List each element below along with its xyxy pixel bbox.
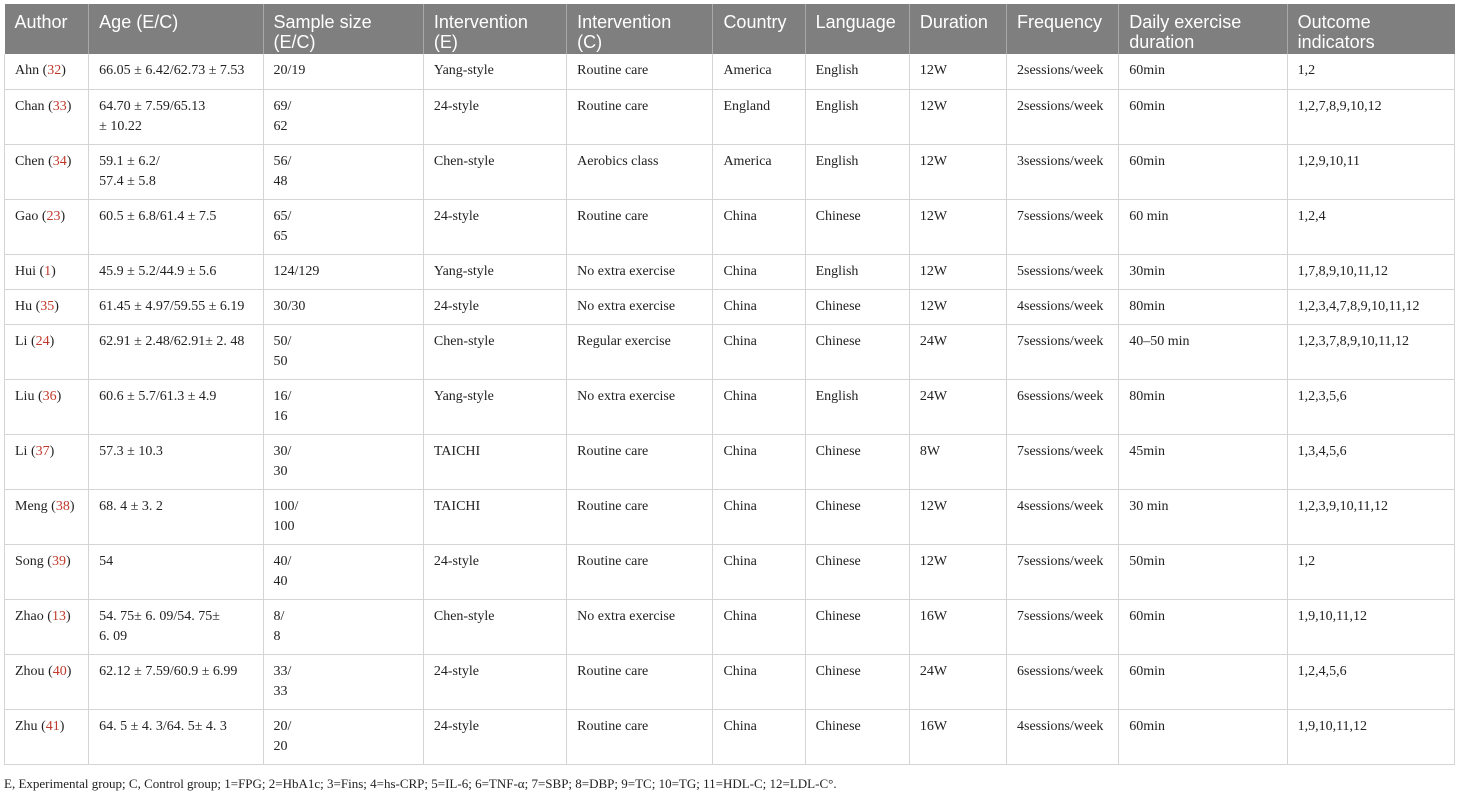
cell-frequency: 4sessions/week: [1007, 289, 1119, 324]
cell-author: Meng (38): [5, 489, 89, 544]
header-sample-size: Sample size (E/C): [263, 4, 423, 54]
cell-intervention-c: Routine care: [567, 199, 713, 254]
cell-sample-size: 30/30: [263, 289, 423, 324]
table-row: [5, 709, 1455, 764]
cell-intervention-e: TAICHI: [423, 489, 566, 544]
author-name: Gao: [15, 208, 39, 224]
cell-daily-duration: 60min: [1119, 144, 1287, 199]
header-outcome-indicators: Outcome indicators: [1287, 4, 1454, 54]
cell-sample-size: 20/ 20: [263, 709, 423, 764]
cell-frequency: 4sessions/week: [1007, 709, 1119, 764]
cell-country: America: [713, 54, 805, 89]
cell-language: Chinese: [805, 434, 909, 489]
cell-sample-size: 56/ 48: [263, 144, 423, 199]
cell-age: 68. 4 ± 3. 2: [89, 489, 263, 544]
cell-intervention-c: Routine care: [567, 54, 713, 89]
author-name: Li: [15, 333, 28, 349]
author-name: Song: [15, 553, 44, 569]
reference-link[interactable]: 37: [35, 443, 50, 459]
cell-age: 54. 75± 6. 09/54. 75± 6. 09: [89, 599, 263, 654]
cell-frequency: 7sessions/week: [1007, 599, 1119, 654]
cell-author: Liu (36): [5, 379, 89, 434]
cell-sample-size: 69/ 62: [263, 89, 423, 144]
cell-duration: 8W: [909, 434, 1006, 489]
cell-intervention-e: 24-style: [423, 544, 566, 599]
cell-frequency: 6sessions/week: [1007, 379, 1119, 434]
author-name: Ahn: [15, 63, 40, 78]
cell-country: America: [713, 144, 805, 199]
cell-frequency: 5sessions/week: [1007, 254, 1119, 289]
cell-outcome-indicators: 1,3,4,5,6: [1287, 434, 1454, 489]
cell-age: 64.70 ± 7.59/65.13 ± 10.22: [89, 89, 263, 144]
cell-country: England: [713, 89, 805, 144]
cell-country: China: [713, 289, 805, 324]
reference-link[interactable]: 1: [44, 263, 52, 279]
cell-duration: 12W: [909, 199, 1006, 254]
cell-daily-duration: 30 min: [1119, 489, 1287, 544]
cell-country: China: [713, 544, 805, 599]
cell-duration: 12W: [909, 544, 1006, 599]
cell-intervention-c: No extra exercise: [567, 379, 713, 434]
cell-daily-duration: 60min: [1119, 709, 1287, 764]
cell-intervention-e: Chen-style: [423, 599, 566, 654]
cell-frequency: 2sessions/week: [1007, 54, 1119, 89]
cell-intervention-c: Routine care: [567, 544, 713, 599]
cell-daily-duration: 60min: [1119, 599, 1287, 654]
header-daily-duration: Daily exercise duration: [1119, 4, 1287, 54]
cell-outcome-indicators: 1,2,4,5,6: [1287, 654, 1454, 709]
cell-intervention-e: 24-style: [423, 199, 566, 254]
cell-duration: 24W: [909, 324, 1006, 379]
reference-link[interactable]: 13: [51, 608, 66, 624]
reference-link[interactable]: 36: [42, 388, 57, 404]
cell-daily-duration: 60 min: [1119, 199, 1287, 254]
header-row: [5, 4, 1455, 54]
cell-outcome-indicators: 1,7,8,9,10,11,12: [1287, 254, 1454, 289]
reference-link[interactable]: 32: [47, 63, 62, 78]
cell-outcome-indicators: 1,2,3,9,10,11,12: [1287, 489, 1454, 544]
table-row: [5, 289, 1455, 324]
cell-duration: 24W: [909, 379, 1006, 434]
cell-language: Chinese: [805, 654, 909, 709]
cell-intervention-c: Aerobics class: [567, 144, 713, 199]
cell-author: Song (39): [5, 544, 89, 599]
table-row: [5, 654, 1455, 709]
cell-sample-size: 33/ 33: [263, 654, 423, 709]
cell-daily-duration: 40–50 min: [1119, 324, 1287, 379]
cell-age: 61.45 ± 4.97/59.55 ± 6.19: [89, 289, 263, 324]
author-name: Liu: [15, 388, 35, 404]
cell-intervention-e: Chen-style: [423, 324, 566, 379]
cell-age: 45.9 ± 5.2/44.9 ± 5.6: [89, 254, 263, 289]
cell-daily-duration: 80min: [1119, 379, 1287, 434]
cell-language: English: [805, 89, 909, 144]
table-row: [5, 254, 1455, 289]
study-characteristics-table-container: [4, 4, 1456, 765]
cell-frequency: 2sessions/week: [1007, 89, 1119, 144]
table-row: [5, 54, 1455, 89]
reference-link[interactable]: 41: [45, 718, 60, 734]
cell-outcome-indicators: 1,9,10,11,12: [1287, 709, 1454, 764]
cell-country: China: [713, 379, 805, 434]
cell-age: 59.1 ± 6.2/ 57.4 ± 5.8: [89, 144, 263, 199]
author-name: Li: [15, 443, 28, 459]
cell-age: 57.3 ± 10.3: [89, 434, 263, 489]
cell-outcome-indicators: 1,2,3,4,7,8,9,10,11,12: [1287, 289, 1454, 324]
cell-author: Li (24): [5, 324, 89, 379]
reference-link[interactable]: 23: [46, 208, 61, 224]
reference-link[interactable]: 33: [52, 98, 67, 114]
author-name: Chan: [15, 98, 45, 114]
cell-duration: 12W: [909, 489, 1006, 544]
cell-daily-duration: 80min: [1119, 289, 1287, 324]
cell-intervention-c: Routine care: [567, 89, 713, 144]
header-frequency: Frequency: [1007, 4, 1119, 54]
cell-country: China: [713, 654, 805, 709]
cell-sample-size: 50/ 50: [263, 324, 423, 379]
cell-language: English: [805, 379, 909, 434]
table-footnote: E, Experimental group; C, Control group; 1=FPG; 2=HbA1c; 3=Fins; 4=hs-CRP; 5=IL-6; 6=TNF-α; 7=SBP; 8=DBP; 9=TC; 10=TG; 11=HDL-C; 12=LDL-C°.: [4, 776, 837, 791]
cell-country: China: [713, 324, 805, 379]
cell-language: Chinese: [805, 489, 909, 544]
cell-intervention-e: Yang-style: [423, 379, 566, 434]
cell-author: Chan (33): [5, 89, 89, 144]
cell-intervention-e: Yang-style: [423, 254, 566, 289]
cell-sample-size: 8/ 8: [263, 599, 423, 654]
cell-language: English: [805, 254, 909, 289]
table-row: [5, 544, 1455, 599]
author-name: Meng: [15, 498, 48, 514]
cell-intervention-e: 24-style: [423, 709, 566, 764]
header-intervention-c: Intervention (C): [567, 4, 713, 54]
cell-outcome-indicators: 1,9,10,11,12: [1287, 599, 1454, 654]
table-row: [5, 434, 1455, 489]
table-row: [5, 489, 1455, 544]
cell-daily-duration: 45min: [1119, 434, 1287, 489]
study-characteristics-table: [4, 4, 1455, 765]
cell-sample-size: 30/ 30: [263, 434, 423, 489]
cell-frequency: 7sessions/week: [1007, 544, 1119, 599]
cell-age: 54: [89, 544, 263, 599]
cell-author: Gao (23): [5, 199, 89, 254]
reference-link[interactable]: 24: [35, 333, 50, 349]
cell-age: 60.6 ± 5.7/61.3 ± 4.9: [89, 379, 263, 434]
cell-country: China: [713, 199, 805, 254]
cell-intervention-c: Routine care: [567, 709, 713, 764]
header-country: Country: [713, 4, 805, 54]
cell-frequency: 7sessions/week: [1007, 199, 1119, 254]
cell-author: Zhao (13): [5, 599, 89, 654]
reference-link[interactable]: 39: [51, 553, 66, 569]
cell-country: China: [713, 434, 805, 489]
cell-sample-size: 40/ 40: [263, 544, 423, 599]
reference-link[interactable]: 35: [40, 298, 55, 314]
cell-country: China: [713, 599, 805, 654]
cell-intervention-e: 24-style: [423, 89, 566, 144]
cell-country: China: [713, 489, 805, 544]
cell-intervention-c: Regular exercise: [567, 324, 713, 379]
cell-intervention-c: No extra exercise: [567, 289, 713, 324]
cell-intervention-c: Routine care: [567, 489, 713, 544]
cell-frequency: 3sessions/week: [1007, 144, 1119, 199]
cell-country: China: [713, 709, 805, 764]
cell-sample-size: 65/ 65: [263, 199, 423, 254]
cell-outcome-indicators: 1,2,4: [1287, 199, 1454, 254]
table-row: [5, 144, 1455, 199]
cell-outcome-indicators: 1,2: [1287, 54, 1454, 89]
cell-language: Chinese: [805, 709, 909, 764]
cell-frequency: 6sessions/week: [1007, 654, 1119, 709]
cell-age: 66.05 ± 6.42/62.73 ± 7.53: [89, 54, 263, 89]
header-language: Language: [805, 4, 909, 54]
cell-intervention-c: No extra exercise: [567, 599, 713, 654]
cell-author: Hui (1): [5, 254, 89, 289]
cell-country: China: [713, 254, 805, 289]
cell-language: Chinese: [805, 544, 909, 599]
cell-intervention-c: Routine care: [567, 654, 713, 709]
cell-duration: 16W: [909, 599, 1006, 654]
reference-link[interactable]: 38: [55, 498, 70, 514]
table-row: [5, 599, 1455, 654]
cell-intervention-e: TAICHI: [423, 434, 566, 489]
cell-author: Zhu (41): [5, 709, 89, 764]
cell-duration: 16W: [909, 709, 1006, 764]
cell-duration: 24W: [909, 654, 1006, 709]
author-name: Zhao: [15, 608, 44, 624]
header-age: Age (E/C): [89, 4, 263, 54]
cell-daily-duration: 60min: [1119, 654, 1287, 709]
cell-frequency: 4sessions/week: [1007, 489, 1119, 544]
cell-daily-duration: 50min: [1119, 544, 1287, 599]
cell-intervention-e: Chen-style: [423, 144, 566, 199]
cell-frequency: 7sessions/week: [1007, 434, 1119, 489]
cell-age: 62.12 ± 7.59/60.9 ± 6.99: [89, 654, 263, 709]
cell-author: Zhou (40): [5, 654, 89, 709]
cell-outcome-indicators: 1,2,3,7,8,9,10,11,12: [1287, 324, 1454, 379]
header-author: Author: [5, 4, 89, 54]
cell-age: 62.91 ± 2.48/62.91± 2. 48: [89, 324, 263, 379]
cell-daily-duration: 60min: [1119, 54, 1287, 89]
table-row: [5, 379, 1455, 434]
author-name: Hu: [15, 298, 33, 314]
cell-outcome-indicators: 1,2: [1287, 544, 1454, 599]
table-row: [5, 89, 1455, 144]
cell-daily-duration: 60min: [1119, 89, 1287, 144]
table-row: [5, 199, 1455, 254]
author-name: Zhou: [15, 663, 45, 679]
author-name: Chen: [15, 153, 45, 169]
cell-outcome-indicators: 1,2,9,10,11: [1287, 144, 1454, 199]
cell-age: 64. 5 ± 4. 3/64. 5± 4. 3: [89, 709, 263, 764]
cell-author: Chen (34): [5, 144, 89, 199]
cell-outcome-indicators: 1,2,7,8,9,10,12: [1287, 89, 1454, 144]
cell-duration: 12W: [909, 54, 1006, 89]
cell-language: English: [805, 54, 909, 89]
reference-link[interactable]: 34: [52, 153, 67, 169]
reference-link[interactable]: 40: [52, 663, 67, 679]
cell-duration: 12W: [909, 254, 1006, 289]
cell-sample-size: 20/19: [263, 54, 423, 89]
cell-outcome-indicators: 1,2,3,5,6: [1287, 379, 1454, 434]
cell-language: Chinese: [805, 599, 909, 654]
cell-language: English: [805, 144, 909, 199]
cell-author: Li (37): [5, 434, 89, 489]
cell-frequency: 7sessions/week: [1007, 324, 1119, 379]
cell-language: Chinese: [805, 324, 909, 379]
cell-duration: 12W: [909, 89, 1006, 144]
cell-language: Chinese: [805, 289, 909, 324]
cell-intervention-c: Routine care: [567, 434, 713, 489]
cell-intervention-c: No extra exercise: [567, 254, 713, 289]
cell-author: Ahn (32): [5, 54, 89, 89]
author-name: Hui: [15, 263, 36, 279]
header-duration: Duration: [909, 4, 1006, 54]
cell-language: Chinese: [805, 199, 909, 254]
cell-intervention-e: 24-style: [423, 289, 566, 324]
cell-intervention-e: 24-style: [423, 654, 566, 709]
cell-intervention-e: Yang-style: [423, 54, 566, 89]
header-intervention-e: Intervention (E): [423, 4, 566, 54]
table-body: [5, 54, 1455, 764]
table-row: [5, 324, 1455, 379]
cell-sample-size: 124/129: [263, 254, 423, 289]
cell-sample-size: 16/ 16: [263, 379, 423, 434]
cell-sample-size: 100/ 100: [263, 489, 423, 544]
author-name: Zhu: [15, 718, 38, 734]
cell-duration: 12W: [909, 144, 1006, 199]
cell-daily-duration: 30min: [1119, 254, 1287, 289]
cell-age: 60.5 ± 6.8/61.4 ± 7.5: [89, 199, 263, 254]
cell-duration: 12W: [909, 289, 1006, 324]
cell-author: Hu (35): [5, 289, 89, 324]
